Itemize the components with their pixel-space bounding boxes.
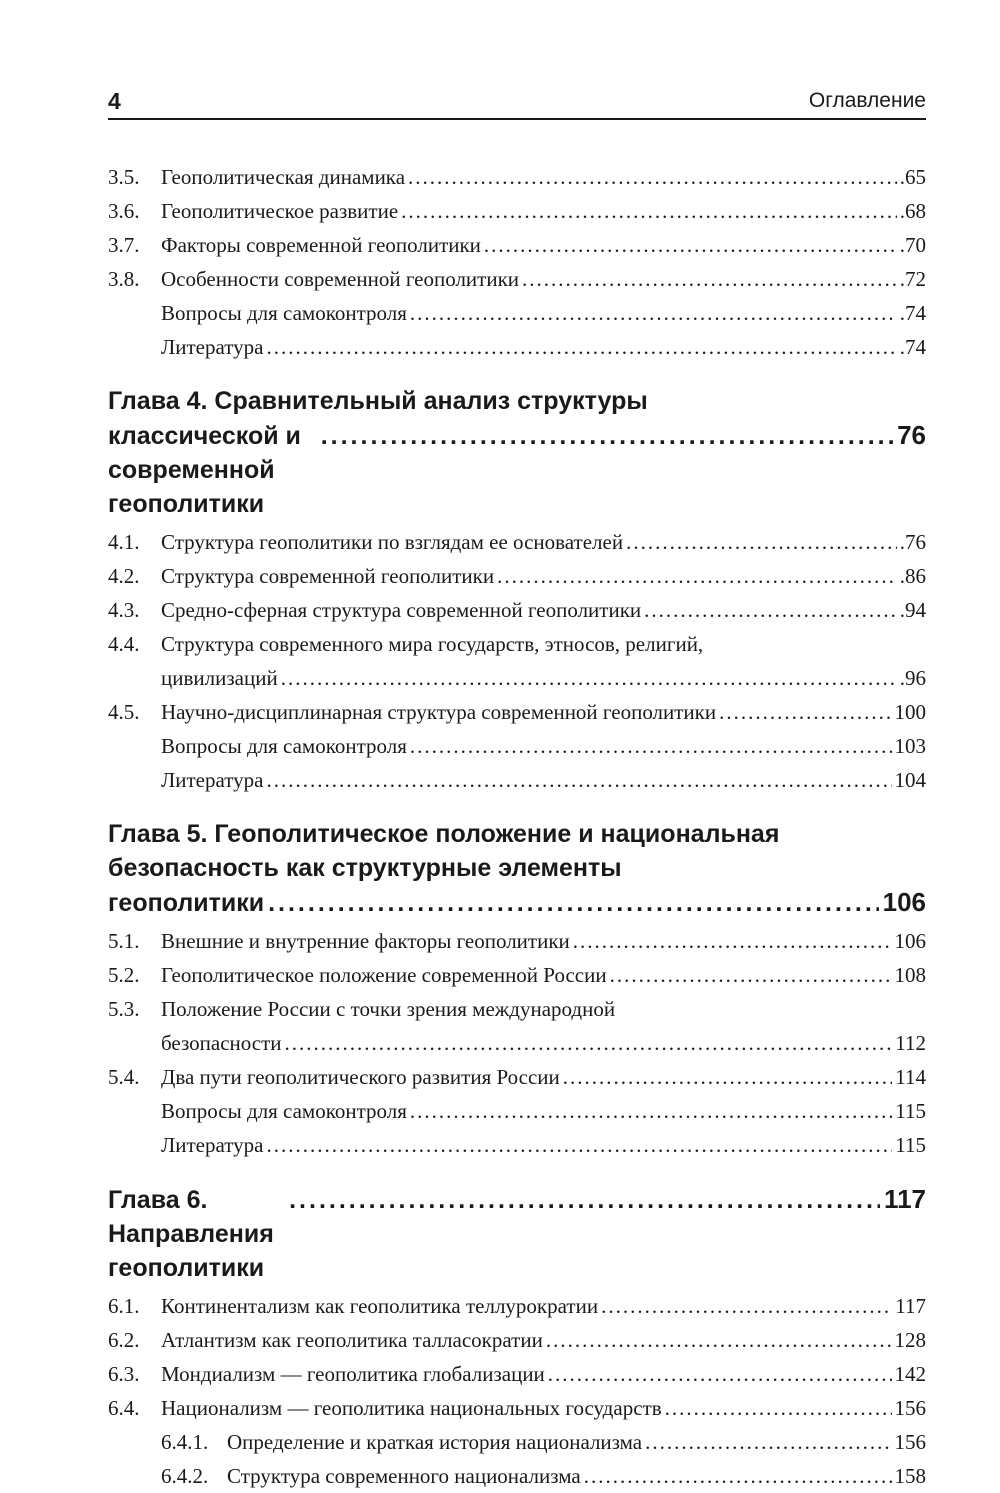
leader-dots bbox=[665, 1391, 892, 1425]
leader-dots bbox=[484, 228, 897, 262]
entry-page-number: .74 bbox=[899, 301, 926, 325]
entry-title: Факторы современной геополитики bbox=[161, 233, 481, 257]
toc-group-ch5b bbox=[108, 1060, 926, 1162]
chapter-title-line: классической и современной геополитики bbox=[108, 422, 301, 518]
running-title: Оглавление bbox=[808, 89, 926, 112]
entry-page-number: 115 bbox=[895, 1133, 926, 1157]
entry-page-number: 142 bbox=[894, 1362, 926, 1386]
chapter-page-number: 117 bbox=[884, 1184, 926, 1214]
entry-number: 4.4. bbox=[108, 632, 140, 656]
entry-page-number: .94 bbox=[899, 598, 926, 622]
chapter-title-line: безопасность как структурные элементы bbox=[108, 854, 622, 882]
toc-entry bbox=[108, 1425, 926, 1459]
toc-entry bbox=[108, 262, 926, 296]
entry-number: 6.4.1. bbox=[161, 1430, 209, 1454]
chapter-title-line: геополитики bbox=[108, 889, 265, 917]
entry-title-line: Положение России с точки зрения международной bbox=[161, 997, 616, 1021]
entry-title: Структура современной геополитики bbox=[161, 564, 495, 588]
entry-number: 6.4.2. bbox=[161, 1464, 209, 1488]
leader-dots bbox=[268, 886, 879, 920]
entry-title: Континентализм как геополитика теллурократии bbox=[161, 1294, 599, 1318]
entry-title: Атлантизм как геополитика талласократии bbox=[161, 1328, 543, 1352]
entry-page-number: 115 bbox=[895, 1099, 926, 1123]
entry-number: 6.2. bbox=[108, 1328, 140, 1352]
chapter-page-number: 76 bbox=[897, 420, 926, 450]
entry-number: 4.1. bbox=[108, 530, 140, 554]
entry-title: Национализм — геополитика национальных государств bbox=[161, 1396, 662, 1420]
leader-dots bbox=[281, 661, 897, 695]
entry-number: 5.4. bbox=[108, 1065, 140, 1089]
toc-group-ch4 bbox=[108, 525, 926, 627]
entry-number: 3.5. bbox=[108, 165, 140, 189]
leader-dots bbox=[410, 729, 892, 763]
entry-title: Два пути геополитического развития России bbox=[161, 1065, 560, 1089]
entry-page-number: .96 bbox=[899, 666, 926, 690]
entry-number: 4.5. bbox=[108, 700, 140, 724]
leader-dots bbox=[546, 1323, 892, 1357]
leader-dots bbox=[401, 194, 897, 228]
leader-dots bbox=[548, 1357, 892, 1391]
chapter-title-line: Глава 4. Сравнительный анализ структуры bbox=[108, 387, 648, 415]
leader-dots bbox=[285, 1026, 893, 1060]
toc-entry bbox=[108, 1459, 926, 1493]
entry-page-number: .70 bbox=[899, 233, 926, 257]
entry-title: Литература bbox=[161, 1133, 264, 1157]
toc-entry bbox=[108, 1128, 926, 1162]
entry-page-number: 112 bbox=[895, 1031, 926, 1055]
toc-entry-multiline bbox=[108, 627, 926, 695]
leader-dots bbox=[410, 296, 897, 330]
entry-title: Средно-сферная структура современной геополитики bbox=[161, 598, 642, 622]
entry-page-number: .72 bbox=[899, 267, 926, 291]
entry-page-number: .65 bbox=[899, 165, 926, 189]
leader-dots bbox=[321, 419, 893, 453]
entry-title: Мондиализм — геополитика глобализации bbox=[161, 1362, 545, 1386]
toc-entry bbox=[108, 1289, 926, 1323]
entry-title-line: безопасности bbox=[161, 1031, 282, 1055]
toc-entry bbox=[108, 559, 926, 593]
leader-dots bbox=[610, 958, 892, 992]
toc-entry bbox=[108, 1323, 926, 1357]
toc-entry bbox=[108, 228, 926, 262]
toc-entry bbox=[108, 160, 926, 194]
entry-number: 5.2. bbox=[108, 963, 140, 987]
toc-group-ch3 bbox=[108, 160, 926, 364]
leader-dots bbox=[266, 330, 896, 364]
entry-page-number: .68 bbox=[899, 199, 926, 223]
entry-title: Литература bbox=[161, 335, 264, 359]
toc-group-ch6-sub bbox=[108, 1425, 926, 1493]
toc-entry bbox=[108, 593, 926, 627]
page-header bbox=[108, 88, 926, 120]
leader-dots bbox=[266, 1128, 892, 1162]
chapter-4-heading bbox=[108, 384, 926, 521]
entry-title-line: Структура современного мира государств, этносов, религий, bbox=[161, 632, 704, 656]
leader-dots bbox=[522, 262, 897, 296]
leader-dots bbox=[719, 695, 891, 729]
entry-title: Геополитическое положение современной России bbox=[161, 963, 607, 987]
toc-entry bbox=[108, 1094, 926, 1128]
entry-number: 3.6. bbox=[108, 199, 140, 223]
entry-page-number: 117 bbox=[895, 1294, 926, 1318]
chapter-title-line: Глава 5. Геополитическое положение и национальная bbox=[108, 820, 780, 848]
toc-entry bbox=[108, 729, 926, 763]
entry-page-number: 100 bbox=[894, 700, 926, 724]
toc-entry bbox=[108, 958, 926, 992]
entry-number: 4.2. bbox=[108, 564, 140, 588]
entry-number: 3.8. bbox=[108, 267, 140, 291]
leader-dots bbox=[584, 1459, 892, 1493]
entry-number: 6.1. bbox=[108, 1294, 140, 1318]
entry-number: 3.7. bbox=[108, 233, 140, 257]
toc-entry-multiline bbox=[108, 992, 926, 1060]
leader-dots bbox=[408, 160, 897, 194]
leader-dots bbox=[644, 593, 897, 627]
toc-entry bbox=[108, 194, 926, 228]
toc-entry bbox=[108, 330, 926, 364]
entry-title: Внешние и внутренние факторы геополитики bbox=[161, 929, 570, 953]
toc-entry bbox=[108, 525, 926, 559]
toc-group-ch5 bbox=[108, 924, 926, 992]
leader-dots bbox=[563, 1060, 892, 1094]
entry-page-number: 156 bbox=[894, 1396, 926, 1420]
chapter-5-heading bbox=[108, 817, 926, 920]
entry-number: 5.1. bbox=[108, 929, 140, 953]
toc-entry bbox=[108, 695, 926, 729]
toc-group-ch4b bbox=[108, 695, 926, 797]
toc-entry bbox=[108, 1060, 926, 1094]
entry-title: Структура современного национализма bbox=[227, 1464, 581, 1488]
entry-number: 6.4. bbox=[108, 1396, 140, 1420]
entry-page-number: .86 bbox=[899, 564, 926, 588]
entry-number: 5.3. bbox=[108, 997, 140, 1021]
entry-page-number: 158 bbox=[894, 1464, 926, 1488]
entry-title: Вопросы для самоконтроля bbox=[161, 301, 407, 325]
entry-page-number: 114 bbox=[895, 1065, 926, 1089]
entry-page-number: 156 bbox=[894, 1430, 926, 1454]
page-number: 4 bbox=[108, 88, 121, 114]
toc-entry bbox=[108, 296, 926, 330]
entry-title-line: цивилизаций bbox=[161, 666, 278, 690]
entry-title: Структура геополитики по взглядам ее основателей bbox=[161, 530, 624, 554]
chapter-page-number: 106 bbox=[882, 887, 926, 917]
leader-dots bbox=[573, 924, 892, 958]
entry-title: Особенности современной геополитики bbox=[161, 267, 520, 291]
entry-title: Литература bbox=[161, 768, 264, 792]
entry-page-number: 108 bbox=[894, 963, 926, 987]
entry-title: Вопросы для самоконтроля bbox=[161, 734, 407, 758]
leader-dots bbox=[266, 763, 891, 797]
entry-page-number: .74 bbox=[899, 335, 926, 359]
leader-dots bbox=[626, 525, 897, 559]
table-of-contents bbox=[108, 160, 926, 1493]
entry-title: Научно-дисциплинарная структура современной геополитики bbox=[161, 700, 717, 724]
entry-page-number: 128 bbox=[894, 1328, 926, 1352]
toc-entry bbox=[108, 1357, 926, 1391]
leader-dots bbox=[497, 559, 897, 593]
entry-page-number: .76 bbox=[899, 530, 926, 554]
toc-entry bbox=[108, 924, 926, 958]
entry-title: Геополитическое развитие bbox=[161, 199, 399, 223]
leader-dots bbox=[410, 1094, 892, 1128]
chapter-title-line: Глава 6. Направления геополитики bbox=[108, 1186, 274, 1282]
entry-title: Геополитическая динамика bbox=[161, 165, 406, 189]
entry-number: 6.3. bbox=[108, 1362, 140, 1386]
entry-title: Вопросы для самоконтроля bbox=[161, 1099, 407, 1123]
toc-entry bbox=[108, 1391, 926, 1425]
toc-group-ch6 bbox=[108, 1289, 926, 1425]
leader-dots bbox=[645, 1425, 891, 1459]
toc-entry bbox=[108, 763, 926, 797]
entry-page-number: 104 bbox=[894, 768, 926, 792]
entry-number: 4.3. bbox=[108, 598, 140, 622]
chapter-6-heading bbox=[108, 1182, 926, 1285]
entry-page-number: 106 bbox=[894, 929, 926, 953]
leader-dots bbox=[289, 1183, 880, 1217]
leader-dots bbox=[601, 1289, 892, 1323]
entry-page-number: 103 bbox=[894, 734, 926, 758]
entry-title: Определение и краткая история национализма bbox=[227, 1430, 643, 1454]
